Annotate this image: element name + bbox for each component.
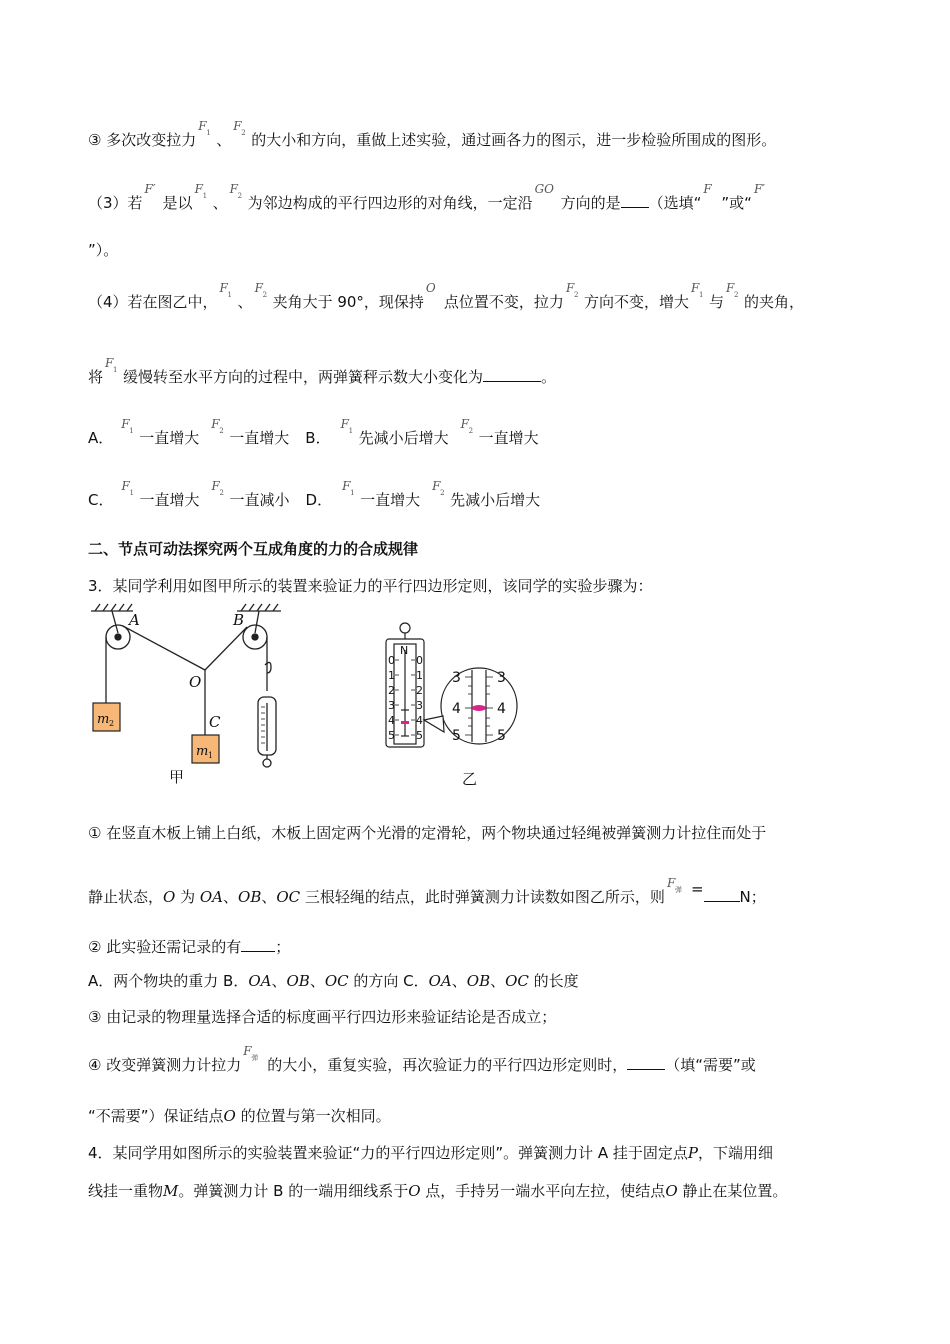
step-4: ④ 改变弹簧测力计拉力 F 弹 的大小，重复实验，再次验证力的平行四边形定则时， （填“需要”或	[88, 1044, 756, 1074]
label-a: A	[129, 611, 140, 629]
section-heading: 二、节点可动法探究两个互成角度的力的合成规律	[88, 540, 419, 558]
option-d[interactable]: D．	[305, 491, 333, 509]
question-4-line2: 线挂一重物M。弹簧测力计 B 的一端用细线系于O 点，手持另一端水平向左拉，使结点O 静止在某位置。	[88, 1182, 788, 1200]
svg-text:5: 5	[416, 729, 423, 742]
step-2: ② 此实验还需记录的有 ；	[88, 938, 291, 956]
f-dan-symbol: F 弹	[243, 1044, 259, 1062]
step-1-line2: 静止状态，O 为 OA、OB、OC 三根轻绳的结点，此时弹簧测力计读数如图乙所示，则 F 弹 = N；	[88, 876, 766, 906]
f2-symbol: F 2	[460, 417, 474, 435]
option-a[interactable]: A．	[88, 429, 114, 447]
pointer-marker	[401, 721, 409, 724]
option-c[interactable]: C．	[88, 491, 114, 509]
f2-symbol: F 2	[229, 182, 243, 200]
step-4-line2: “不需要”）保证结点O 的位置与第一次相同。	[88, 1107, 391, 1125]
option-b[interactable]: B．	[305, 429, 331, 447]
f1-symbol: F 1	[121, 479, 134, 497]
f1-symbol: F 1	[194, 182, 208, 200]
step-2-options: A．两个物块的重力 B．OA、OB、OC 的方向 C．OA、OB、OC 的长度	[88, 972, 579, 990]
f-prime-symbol: F′	[753, 182, 765, 196]
f1-symbol: F 1	[105, 356, 118, 374]
o-symbol: O	[425, 281, 436, 295]
f2-symbol: F 2	[211, 417, 224, 435]
step-3: ③ 由记录的物理量选择合适的标度画平行四边形来验证结论是否成立；	[88, 1008, 557, 1026]
caption-jia: 甲	[169, 768, 185, 786]
f2-symbol: F 2	[254, 281, 268, 299]
svg-text:2: 2	[109, 719, 115, 728]
label-o: O	[189, 673, 202, 691]
f-prime-symbol: F′	[144, 182, 156, 196]
question-3-stem: 3．某同学利用如图甲所示的装置来验证力的平行四边形定则，该同学的实验步骤为：	[88, 577, 653, 595]
f2-symbol: F 2	[211, 479, 224, 497]
f1-symbol: F 1	[690, 281, 704, 299]
svg-text:3: 3	[452, 670, 461, 686]
f2-symbol: F 2	[233, 119, 246, 137]
svg-text:5: 5	[388, 729, 395, 742]
svg-text:0: 0	[416, 654, 423, 667]
svg-text:2: 2	[388, 684, 395, 697]
step-3-line: ③ 多次改变拉力 F 1 、 F 2 的大小和方向，重做上述实验，通过画各力的图示，进一步检验所围成的图形。	[88, 119, 777, 149]
q3-part4-line2: 将 F 1 缓慢转至水平方向的过程中，两弹簧秤示数大小变化为 。	[88, 356, 557, 386]
f1-symbol: F 1	[121, 417, 134, 435]
options-cd: C． F 1 一直增大 F 2 一直减小 D． F 1 一直增大 F 2 先减小后增大	[88, 479, 541, 509]
svg-text:4: 4	[497, 701, 506, 717]
answer-blank[interactable]	[627, 1055, 665, 1070]
answer-blank[interactable]	[241, 937, 275, 952]
svg-text:1: 1	[416, 669, 423, 682]
answer-blank[interactable]	[704, 887, 740, 902]
svg-text:3: 3	[497, 670, 506, 686]
svg-text:2: 2	[416, 684, 423, 697]
svg-text:4: 4	[416, 714, 423, 727]
question-4-line1: 4．某同学用如图所示的实验装置来验证“力的平行四边形定则”。弹簧测力计 A 挂于固定点P，下端用细	[88, 1144, 773, 1162]
label-m2: m	[97, 712, 110, 727]
svg-text:3: 3	[416, 699, 423, 712]
label-c: C	[209, 713, 221, 731]
pointer-marker-zoom	[472, 705, 486, 711]
options-ab: A． F 1 一直增大 F 2 一直增大 B． F 1 先减小后增大 F 2 一直增大	[88, 417, 539, 447]
f2-symbol: F 2	[565, 281, 579, 299]
figure-yi	[380, 620, 525, 755]
label-n: N	[400, 644, 409, 657]
q3-part3-end: ”）。	[88, 241, 119, 259]
f1-symbol: F 1	[219, 281, 233, 299]
figure-jia	[85, 603, 285, 788]
f1-symbol: F 1	[340, 417, 354, 435]
svg-text:4: 4	[388, 714, 395, 727]
step-1: ① 在竖直木板上铺上白纸，木板上固定两个光滑的定滑轮，两个物块通过轻绳被弹簧测力计拉住而处于	[88, 824, 767, 842]
q3-part3-line: （3）若 F′ 是以 F 1 、 F 2 为邻边构成的平行四边形的对角线，一定沿 GO 方向的是 （选填“ F ”或“ F′	[88, 193, 772, 213]
svg-text:5: 5	[497, 728, 506, 744]
svg-text:4: 4	[452, 701, 461, 717]
svg-text:1: 1	[208, 751, 214, 760]
f1-symbol: F 1	[198, 119, 211, 137]
svg-text:3: 3	[388, 699, 395, 712]
f-dan-symbol: F 弹	[666, 876, 682, 894]
answer-blank[interactable]	[621, 193, 649, 208]
q3-part4-line: （4）若在图乙中， F 1 、 F 2 夹角大于 90°，现保持 O 点位置不变，拉力 F 2 方向不变，增大 F 1 与 F 2 的夹角，	[88, 281, 804, 311]
svg-text:5: 5	[452, 728, 461, 744]
svg-text:1: 1	[388, 669, 395, 682]
f-symbol: F	[703, 182, 712, 196]
label-m1: m	[196, 744, 209, 759]
f2-symbol: F 2	[432, 479, 445, 497]
label-b: B	[233, 611, 245, 629]
caption-yi: 乙	[462, 770, 478, 788]
f1-symbol: F 1	[342, 479, 355, 497]
answer-blank[interactable]	[483, 367, 541, 382]
f2-symbol: F 2	[725, 281, 739, 299]
svg-text:0: 0	[388, 654, 395, 667]
go-symbol: GO	[534, 182, 555, 196]
